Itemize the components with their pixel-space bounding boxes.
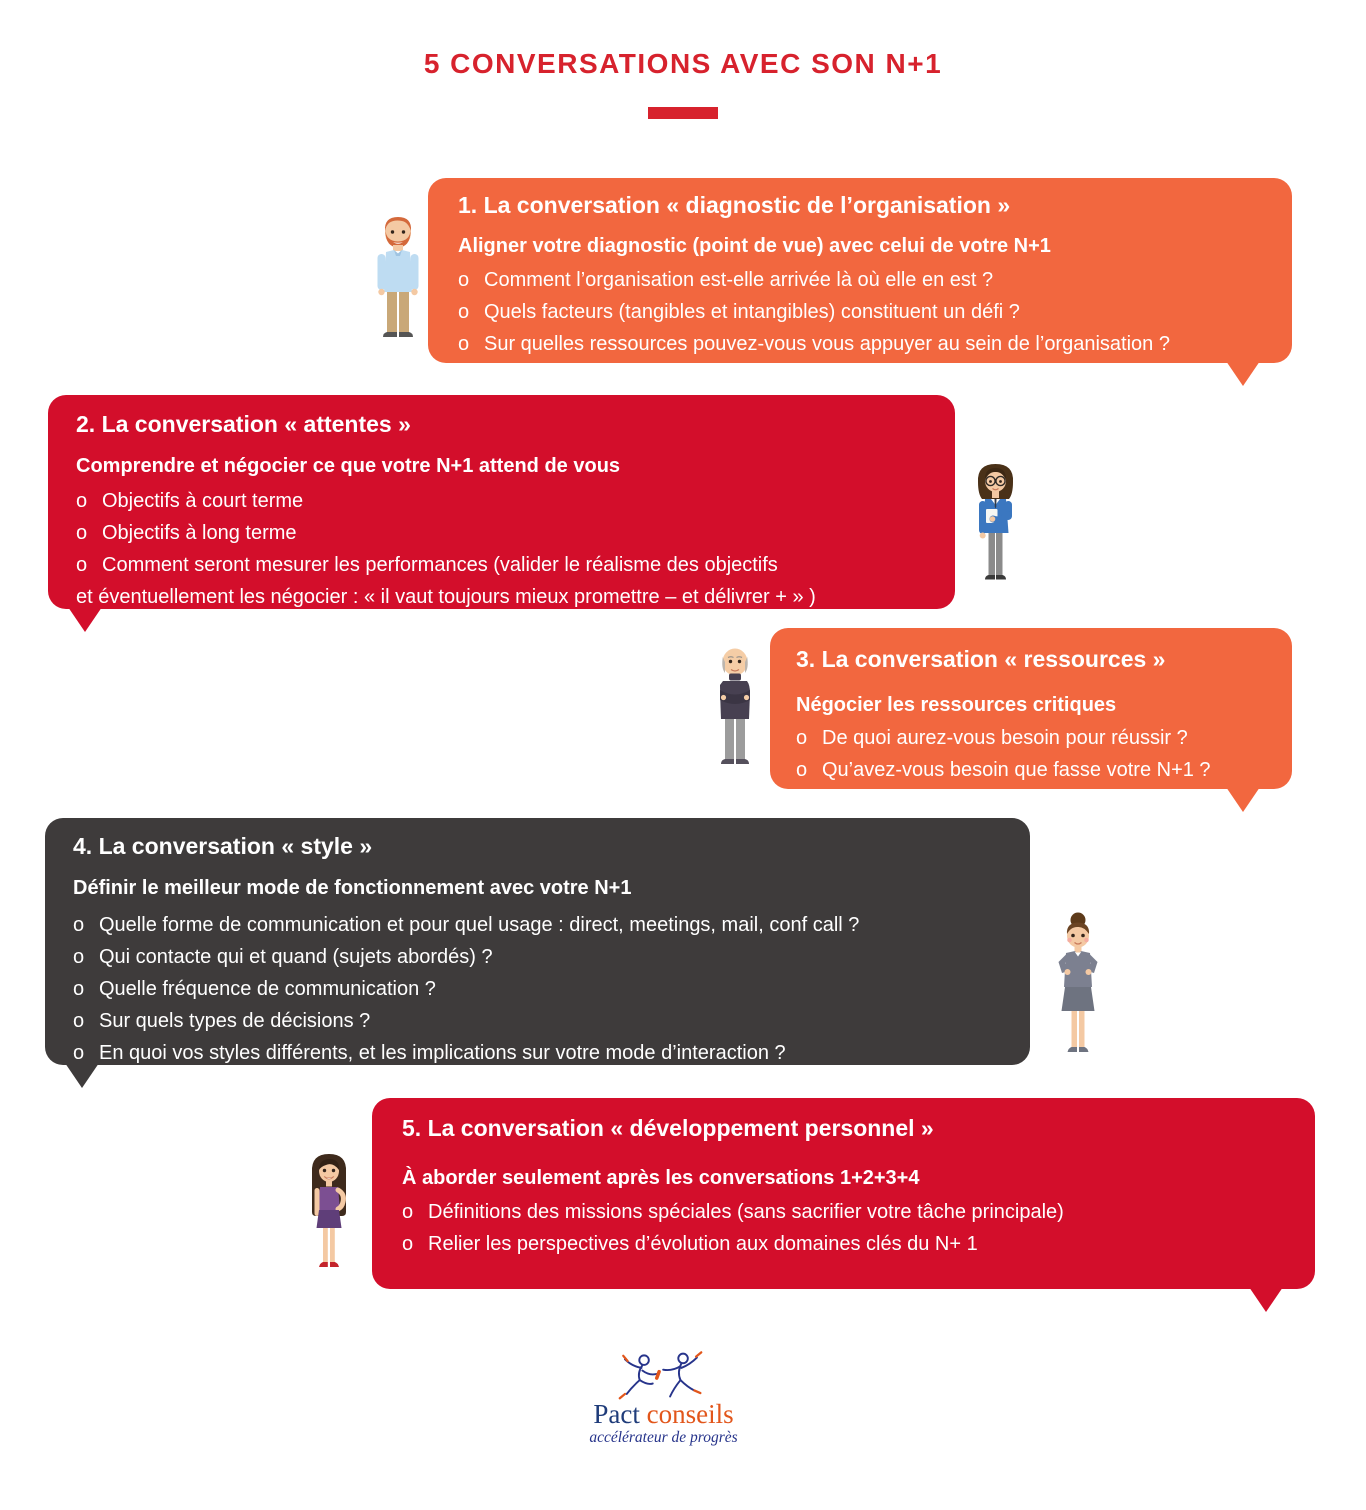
list-item bbox=[73, 1005, 1002, 1037]
bullet-text: Quelle forme de communication et pour quel usage : direct, meetings, mail, conf call ? bbox=[99, 913, 860, 936]
bullet-marker: o bbox=[458, 268, 470, 291]
bullet-text: Qu’avez-vous besoin que fasse votre N+1 ? bbox=[822, 758, 1211, 781]
bubble-5-title: 5. La conversation « développement personnel » bbox=[402, 1115, 934, 1141]
bubble-2-title: 2. La conversation « attentes » bbox=[76, 411, 411, 437]
bullet-text: Comment seront mesurer les performances (valider le réalisme des objectifs bbox=[102, 553, 778, 576]
bullet-text: Quels facteurs (tangibles et intangibles) constituent un défi ? bbox=[484, 300, 1020, 323]
speech-tail bbox=[1226, 787, 1260, 812]
list-item bbox=[73, 1037, 1002, 1069]
list-item bbox=[458, 296, 1262, 328]
bullet-marker: o bbox=[458, 332, 470, 355]
bubble-5-developpement bbox=[372, 1098, 1315, 1289]
character-woman-purple bbox=[293, 1150, 365, 1278]
bullet-marker: o bbox=[73, 1041, 85, 1064]
list-item bbox=[458, 264, 1262, 296]
bullet-marker: o bbox=[796, 726, 808, 749]
logo-name-part1: Pact bbox=[593, 1399, 640, 1429]
businesswoman-illustration bbox=[1038, 910, 1118, 1062]
woman-purple-illustration bbox=[293, 1150, 365, 1278]
list-item bbox=[402, 1228, 1285, 1260]
bubble-2-attentes bbox=[48, 395, 955, 609]
character-businesswoman bbox=[1038, 910, 1118, 1062]
list-item bbox=[458, 328, 1262, 360]
bullet-marker: o bbox=[402, 1200, 414, 1223]
list-item bbox=[76, 549, 927, 581]
bullet-marker: o bbox=[73, 1009, 85, 1032]
pact-conseils-logo bbox=[576, 1348, 751, 1447]
list-item bbox=[73, 909, 1002, 941]
bullet-text: Sur quels types de décisions ? bbox=[99, 1009, 371, 1032]
character-bald-man bbox=[700, 641, 770, 773]
bubble-4-title: 4. La conversation « style » bbox=[73, 833, 373, 859]
bullet-marker: o bbox=[402, 1232, 414, 1255]
bullet-marker: o bbox=[73, 977, 85, 1000]
title-underline bbox=[648, 107, 718, 119]
bullet-text: Qui contacte qui et quand (sujets abordés) ? bbox=[99, 945, 493, 968]
list-item bbox=[73, 973, 1002, 1005]
bubble-3-title: 3. La conversation « ressources » bbox=[796, 646, 1166, 672]
bullet-text: De quoi aurez-vous besoin pour réussir ? bbox=[822, 726, 1188, 749]
logo-tagline: accélérateur de progrès bbox=[589, 1429, 738, 1447]
speech-tail bbox=[1249, 1287, 1283, 1312]
bullet-marker: o bbox=[796, 758, 808, 781]
logo-wordmark bbox=[576, 1400, 751, 1428]
speech-tail bbox=[1226, 361, 1260, 386]
bullet-continuation: et éventuellement les négocier : « il vaut toujours mieux promettre – et délivrer + » ) bbox=[76, 585, 816, 608]
list-item bbox=[73, 941, 1002, 973]
bubble-3-ressources bbox=[770, 628, 1292, 789]
bubble-1-diagnostic bbox=[428, 178, 1292, 363]
bullet-text: Définitions des missions spéciales (sans sacrifier votre tâche principale) bbox=[428, 1200, 1064, 1223]
bullet-marker: o bbox=[76, 521, 88, 544]
logo-name-part2: conseils bbox=[646, 1399, 734, 1429]
list-item bbox=[76, 485, 927, 517]
bullet-marker: o bbox=[76, 489, 88, 512]
bullet-marker: o bbox=[73, 945, 85, 968]
bubble-5-subtitle: À aborder seulement après les conversations 1+2+3+4 bbox=[402, 1166, 920, 1189]
list-item bbox=[796, 754, 1266, 786]
speech-tail bbox=[68, 607, 102, 632]
bubble-3-subtitle: Négocier les ressources critiques bbox=[796, 693, 1117, 716]
runners-logo-icon bbox=[589, 1348, 739, 1400]
list-item bbox=[76, 517, 927, 549]
bubble-4-subtitle: Définir le meilleur mode de fonctionnement avec votre N+1 bbox=[73, 876, 632, 899]
list-item bbox=[402, 1196, 1285, 1228]
bullet-text: Comment l’organisation est-elle arrivée là où elle en est ? bbox=[484, 268, 994, 291]
bullet-text: Objectifs à court terme bbox=[102, 489, 304, 512]
page-title: 5 CONVERSATIONS AVEC SON N+1 bbox=[423, 48, 943, 79]
bullet-marker: o bbox=[458, 300, 470, 323]
bubble-1-subtitle: Aligner votre diagnostic (point de vue) avec celui de votre N+1 bbox=[458, 234, 1051, 257]
bullet-text: Objectifs à long terme bbox=[102, 521, 297, 544]
bullet-text: Sur quelles ressources pouvez-vous vous appuyer au sein de l’organisation ? bbox=[484, 332, 1170, 355]
bald-man-illustration bbox=[700, 641, 770, 773]
man-orange-beard-illustration bbox=[362, 212, 434, 347]
bubble-4-style bbox=[45, 818, 1030, 1065]
speech-tail bbox=[65, 1063, 99, 1088]
person-glasses-illustration bbox=[963, 458, 1028, 590]
bullet-text: Relier les perspectives d’évolution aux domaines clés du N+ 1 bbox=[428, 1232, 978, 1255]
bubble-1-title: 1. La conversation « diagnostic de l’organisation » bbox=[458, 192, 1011, 218]
bullet-text: Quelle fréquence de communication ? bbox=[99, 977, 436, 1000]
bullet-marker: o bbox=[73, 913, 85, 936]
list-item bbox=[796, 722, 1266, 754]
bubble-2-subtitle: Comprendre et négocier ce que votre N+1 attend de vous bbox=[76, 454, 621, 477]
bullet-text: En quoi vos styles différents, et les implications sur votre mode d’interaction ? bbox=[99, 1041, 786, 1064]
bullet-marker: o bbox=[76, 553, 88, 576]
character-man-orange-beard bbox=[362, 212, 434, 347]
character-person-glasses bbox=[963, 458, 1028, 590]
